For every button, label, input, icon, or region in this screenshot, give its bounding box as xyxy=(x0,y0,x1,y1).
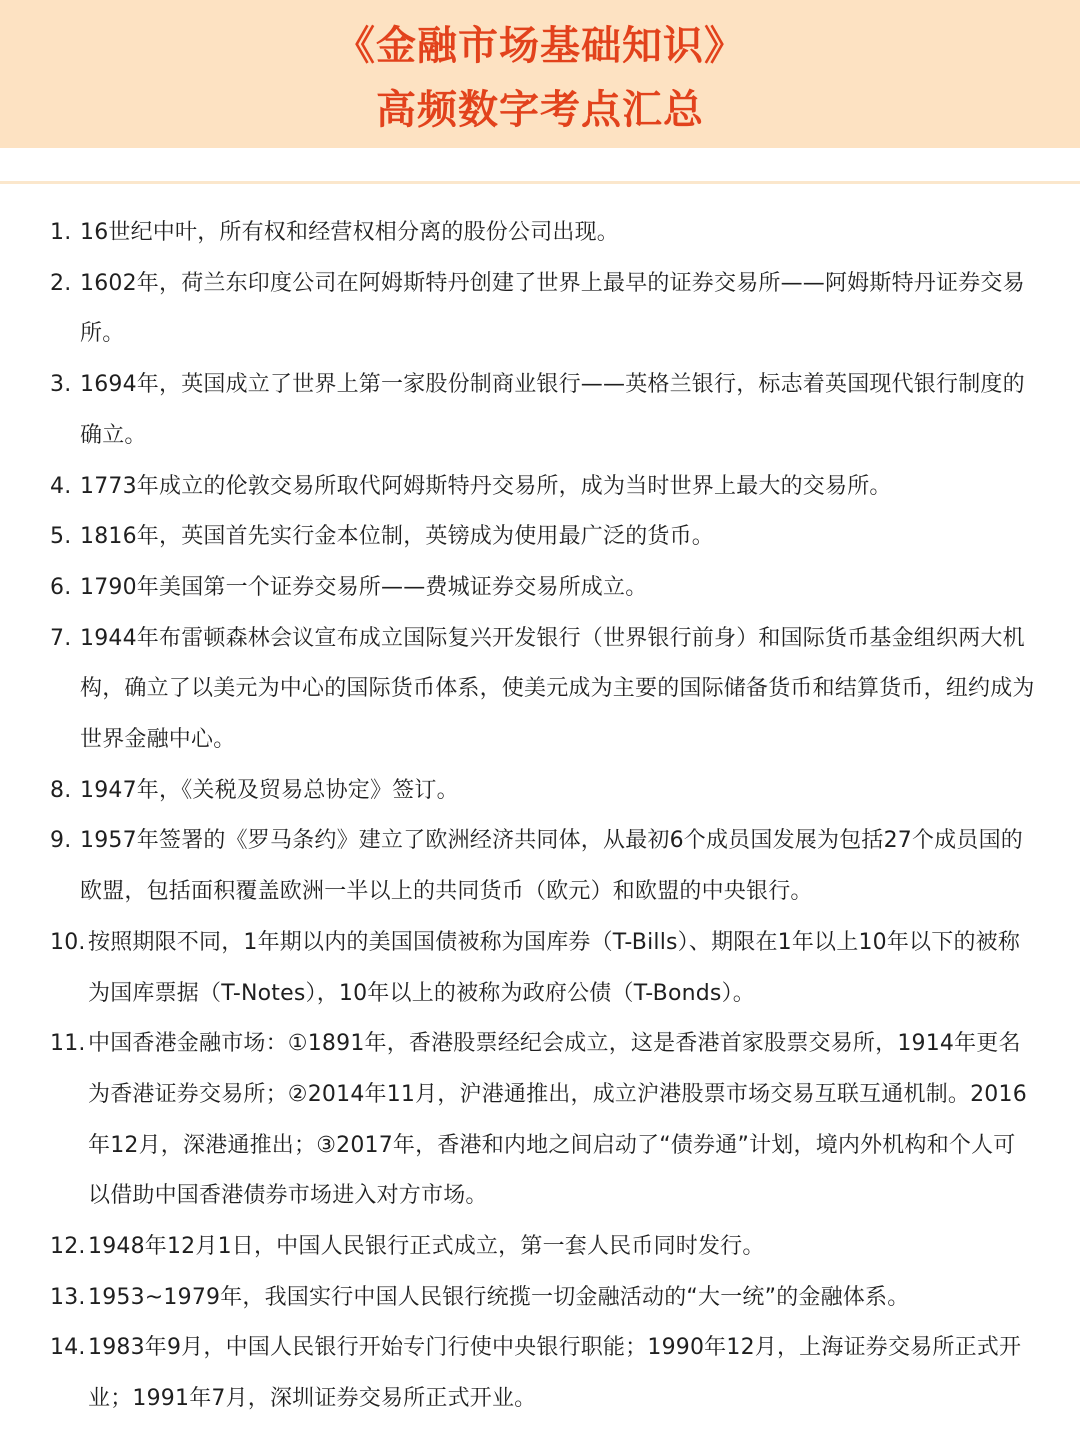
item-number: 13. xyxy=(50,1284,86,1310)
list-item xyxy=(50,918,1035,1019)
item-text: 1957年签署的《罗马条约》建立了欧洲经济共同体，从最初6个成员国发展为包括27个成员国的欧盟，包括面积覆盖欧洲一半以上的共同货币（欧元）和欧盟的中央银行。 xyxy=(80,828,1023,905)
item-number: 11. xyxy=(50,1031,86,1057)
item-text: 中国香港金融市场：①1891年，香港股票经纪会成立，这是香港首家股票交易所，1914年更名为香港证券交易所；②2014年11月，沪港通推出，成立沪港股票市场交易互联互通机制。2016年12月，深港通推出；③2017年，香港和内地之间启动了“债券通”计划，境内外机构和个人可以借助中国香港债券市场进入对方市场。 xyxy=(88,1031,1027,1209)
item-number: 9. xyxy=(50,828,72,854)
list-item xyxy=(50,208,1035,259)
list-item xyxy=(50,1019,1035,1222)
item-number: 10. xyxy=(50,929,86,955)
list-item xyxy=(50,512,1035,563)
item-text: 1790年美国第一个证券交易所——费城证券交易所成立。 xyxy=(80,574,648,600)
item-number: 2. xyxy=(50,270,72,296)
item-number: 1. xyxy=(50,220,72,245)
item-number: 6. xyxy=(50,574,72,600)
list-item xyxy=(50,259,1035,360)
item-number: 3. xyxy=(50,372,72,398)
item-text: 1694年，英国成立了世界上第一家股份制商业银行——英格兰银行，标志着英国现代银行制度的确立。 xyxy=(80,372,1025,448)
item-text: 16世纪中叶，所有权和经营权相分离的股份公司出现。 xyxy=(80,220,619,245)
list-item xyxy=(50,462,1035,513)
list-item xyxy=(50,360,1035,461)
item-number: 7. xyxy=(50,625,72,651)
item-number: 8. xyxy=(50,777,72,803)
item-number: 12. xyxy=(50,1234,86,1260)
list-item xyxy=(50,766,1035,817)
item-text: 按照期限不同，1年期以内的美国国债被称为国库券（T-Bills）、期限在1年以上10年以下的被称为国库票据（T-Notes），10年以上的被称为政府公债（T-Bonds）。 xyxy=(88,929,1021,1006)
item-number: 4. xyxy=(50,473,72,499)
fact-list xyxy=(50,208,1035,1425)
item-text: 1773年成立的伦敦交易所取代阿姆斯特丹交易所，成为当时世界上最大的交易所。 xyxy=(80,473,892,499)
list-item xyxy=(50,563,1035,614)
divider xyxy=(0,181,1080,184)
item-text: 1953~1979年，我国实行中国人民银行统揽一切金融活动的“大一统”的金融体系。 xyxy=(88,1284,910,1310)
header-banner xyxy=(0,0,1080,148)
item-text: 1816年，英国首先实行金本位制，英镑成为使用最广泛的货币。 xyxy=(80,524,714,550)
list-item xyxy=(50,1273,1035,1324)
item-text: 1948年12月1日，中国人民银行正式成立，第一套人民币同时发行。 xyxy=(88,1234,765,1260)
item-text: 1944年布雷顿森林会议宣布成立国际复兴开发银行（世界银行前身）和国际货币基金组织两大机构，确立了以美元为中心的国际货币体系，使美元成为主要的国际储备货币和结算货币，纽约成为世界金融中心。 xyxy=(80,625,1035,753)
item-number: 14. xyxy=(50,1335,86,1361)
list-item xyxy=(50,1323,1035,1424)
list-item xyxy=(50,614,1035,766)
list-item xyxy=(50,1222,1035,1273)
title-line-1: 《金融市场基础知识》 xyxy=(335,23,745,69)
list-item xyxy=(50,816,1035,917)
item-number: 5. xyxy=(50,524,72,550)
title-line-2: 高频数字考点汇总 xyxy=(376,87,704,133)
item-text: 1983年9月，中国人民银行开始专门行使中央银行职能；1990年12月，上海证券交易所正式开业；1991年7月，深圳证券交易所正式开业。 xyxy=(88,1335,1022,1412)
item-text: 1947年，《关税及贸易总协定》签订。 xyxy=(80,777,459,803)
item-text: 1602年，荷兰东印度公司在阿姆斯特丹创建了世界上最早的证券交易所——阿姆斯特丹证券交易所。 xyxy=(80,270,1025,347)
